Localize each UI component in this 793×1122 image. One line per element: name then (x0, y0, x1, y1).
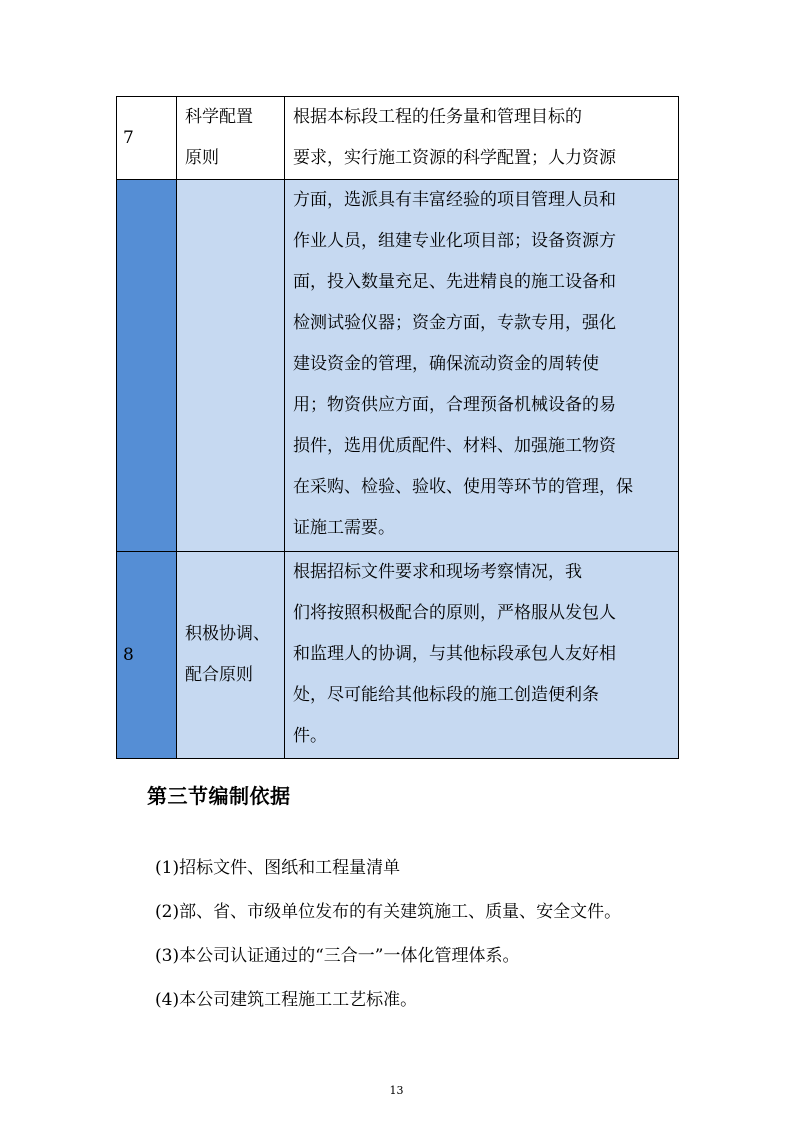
principle-description (285, 97, 679, 180)
name-line: 原则 (185, 148, 219, 168)
desc-line: 作业人员，组建专业化项目部；设备资源方 (293, 231, 616, 251)
desc-line: 检测试验仪器；资金方面，专款专用，强化 (293, 313, 616, 333)
desc-line: 损件，选用优质配件、材料、加强施工物资 (293, 436, 616, 456)
desc-line: 根据招标文件要求和现场考察情况，我 (293, 562, 582, 582)
principle-name (177, 180, 285, 552)
table-row (117, 180, 679, 552)
desc-line: 证施工需要。 (293, 518, 395, 538)
desc-line: 用；物资供应方面，合理预备机械设备的易 (293, 395, 616, 415)
desc-line: 面，投入数量充足、先进精良的施工设备和 (293, 272, 616, 292)
section-title: 第三节编制依据 (147, 784, 291, 808)
name-line: 积极协调、 (185, 624, 270, 644)
list-item: (2)部、省、市级单位发布的有关建筑施工、质量、安全文件。 (155, 902, 622, 922)
row-number (117, 180, 177, 552)
table-row (117, 552, 679, 759)
row-number: 8 (117, 552, 177, 759)
desc-line: 要求，实行施工资源的科学配置；人力资源 (293, 148, 616, 168)
desc-line: 们将按照积极配合的原则，严格服从发包人 (293, 603, 616, 623)
desc-line: 根据本标段工程的任务量和管理目标的 (293, 107, 582, 127)
desc-line: 和监理人的协调，与其他标段承包人友好相 (293, 644, 616, 664)
principles-table (116, 96, 679, 759)
principle-description (285, 180, 679, 552)
principle-name (177, 97, 285, 180)
list-item: (3)本公司认证通过的“三合一”一体化管理体系。 (155, 946, 520, 966)
desc-line: 处，尽可能给其他标段的施工创造便利条 (293, 685, 599, 705)
desc-line: 方面，选派具有丰富经验的项目管理人员和 (293, 190, 616, 210)
name-line: 科学配置 (185, 107, 253, 127)
row-number: 7 (117, 97, 177, 180)
table-row (117, 97, 679, 180)
desc-line: 建设资金的管理，确保流动资金的周转使 (293, 354, 599, 374)
list-item: (1)招标文件、图纸和工程量清单 (155, 858, 401, 878)
desc-line: 件。 (293, 726, 327, 746)
list-item: (4)本公司建筑工程施工工艺标准。 (155, 990, 418, 1010)
page-number: 13 (389, 1084, 404, 1097)
principle-name (177, 552, 285, 759)
desc-line: 在采购、检验、验收、使用等环节的管理，保 (293, 477, 633, 497)
basis-list (155, 846, 621, 1022)
principle-description (285, 552, 679, 759)
name-line: 配合原则 (185, 665, 253, 685)
